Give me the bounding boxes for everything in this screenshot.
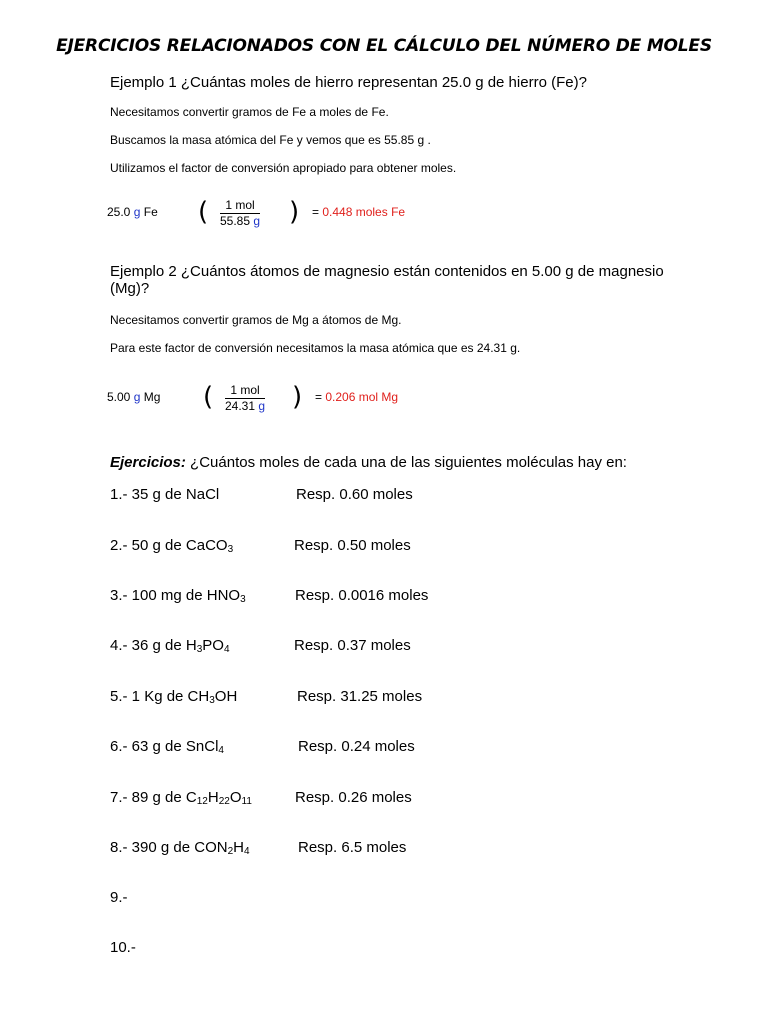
given-value: 5.00	[107, 390, 131, 404]
exercise-item	[110, 889, 128, 906]
left-parenthesis: (	[203, 382, 214, 412]
given-unit: g	[133, 205, 141, 219]
exercise-answer: Resp. 0.26 moles	[295, 789, 412, 806]
exercise-item	[110, 738, 224, 755]
exercise-answer: Resp. 6.5 moles	[298, 839, 407, 856]
right-parenthesis: )	[289, 197, 300, 227]
exercise-compound: 89 g de $C_{12}H_{22}O_{11}$	[127, 789, 252, 807]
equals-sign: =	[312, 205, 320, 219]
given-substance: Fe	[143, 205, 158, 219]
example1-result-line	[312, 205, 405, 219]
exercise-compound: 63 g de SnCl$_4$	[127, 738, 224, 756]
factor-numerator: 1 mol	[225, 384, 265, 399]
exercise-item	[110, 486, 219, 503]
exercise-answer: Resp. 0.60 moles	[296, 486, 413, 503]
exercise-item	[110, 939, 136, 956]
exercise-answer: Resp. 0.37 moles	[294, 637, 411, 654]
exercises-prompt: ¿Cuántos moles de cada una de las siguientes moléculas hay en:	[185, 454, 627, 471]
example2-conversion-factor	[225, 384, 265, 413]
equals-sign: =	[315, 390, 323, 404]
exercise-compound: 1 Kg de $CH_3OH$	[127, 688, 238, 706]
example2-result: 0.206 mol Mg	[325, 390, 399, 404]
exercise-answer: Resp. 31.25 moles	[297, 688, 423, 705]
example2-question-line2: (Mg)?	[110, 280, 150, 297]
factor-denominator: 24.31 g	[225, 399, 266, 413]
given-substance: Mg	[143, 390, 161, 404]
example2-result-line	[315, 390, 398, 404]
exercise-number: 3.-	[110, 587, 128, 604]
example2-text-1: Necesitamos convertir gramos de Mg a átomos de Mg.	[110, 313, 402, 327]
exercise-number: 9.-	[110, 889, 128, 906]
exercises-heading	[110, 454, 627, 471]
exercise-answer: Resp. 0.0016 moles	[295, 587, 429, 604]
exercise-compound: 50 g de CaCO$_3$	[127, 537, 234, 555]
exercise-number: 7.-	[110, 789, 128, 806]
exercise-number: 10.-	[110, 939, 136, 956]
exercise-compound: 36 g de $H_3PO_4$	[127, 637, 230, 655]
example1-text-2: Buscamos la masa atómica del Fe y vemos que es 55.85 g .	[110, 133, 431, 147]
exercise-number: 5.-	[110, 688, 128, 705]
given-value: 25.0	[107, 205, 131, 219]
exercise-item	[110, 537, 233, 554]
exercise-number: 2.-	[110, 537, 128, 554]
left-parenthesis: (	[198, 197, 209, 227]
exercise-item	[110, 587, 246, 604]
page-title: EJERCICIOS RELACIONADOS CON EL CÁLCULO DEL NÚMERO DE MOLES	[56, 36, 712, 56]
example1-question: Ejemplo 1 ¿Cuántas moles de hierro representan 25.0 g de hierro (Fe)?	[110, 74, 587, 91]
exercise-number: 8.-	[110, 839, 128, 856]
example2-question-line1: Ejemplo 2 ¿Cuántos átomos de magnesio están contenidos en 5.00 g de magnesio	[110, 263, 664, 280]
example2-text-2: Para este factor de conversión necesitamos la masa atómica que es 24.31 g.	[110, 341, 521, 355]
factor-denominator: 55.85 g	[220, 214, 261, 228]
exercises-label: Ejercicios:	[110, 454, 186, 471]
example1-given	[107, 205, 158, 219]
exercise-item	[110, 688, 237, 705]
example1-text-3: Utilizamos el factor de conversión apropiado para obtener moles.	[110, 161, 457, 175]
example2-given	[107, 390, 160, 404]
example1-conversion-factor	[220, 199, 260, 228]
exercise-answer: Resp. 0.24 moles	[298, 738, 415, 755]
exercise-compound: 35 g de NaCl	[127, 486, 220, 503]
factor-numerator: 1 mol	[220, 199, 260, 214]
exercise-answer: Resp. 0.50 moles	[294, 537, 411, 554]
exercise-item	[110, 789, 252, 806]
exercise-item	[110, 637, 230, 654]
example1-text-1: Necesitamos convertir gramos de Fe a moles de Fe.	[110, 105, 389, 119]
given-unit: g	[133, 390, 141, 404]
exercise-item	[110, 839, 250, 856]
example1-result: 0.448 moles Fe	[322, 205, 406, 219]
exercise-number: 1.-	[110, 486, 128, 503]
exercise-number: 4.-	[110, 637, 128, 654]
right-parenthesis: )	[292, 382, 303, 412]
exercise-compound: 100 mg de $HNO_3$	[127, 587, 246, 605]
exercise-number: 6.-	[110, 738, 128, 755]
exercise-compound: 390 g de $CON_2H_4$	[127, 839, 250, 857]
